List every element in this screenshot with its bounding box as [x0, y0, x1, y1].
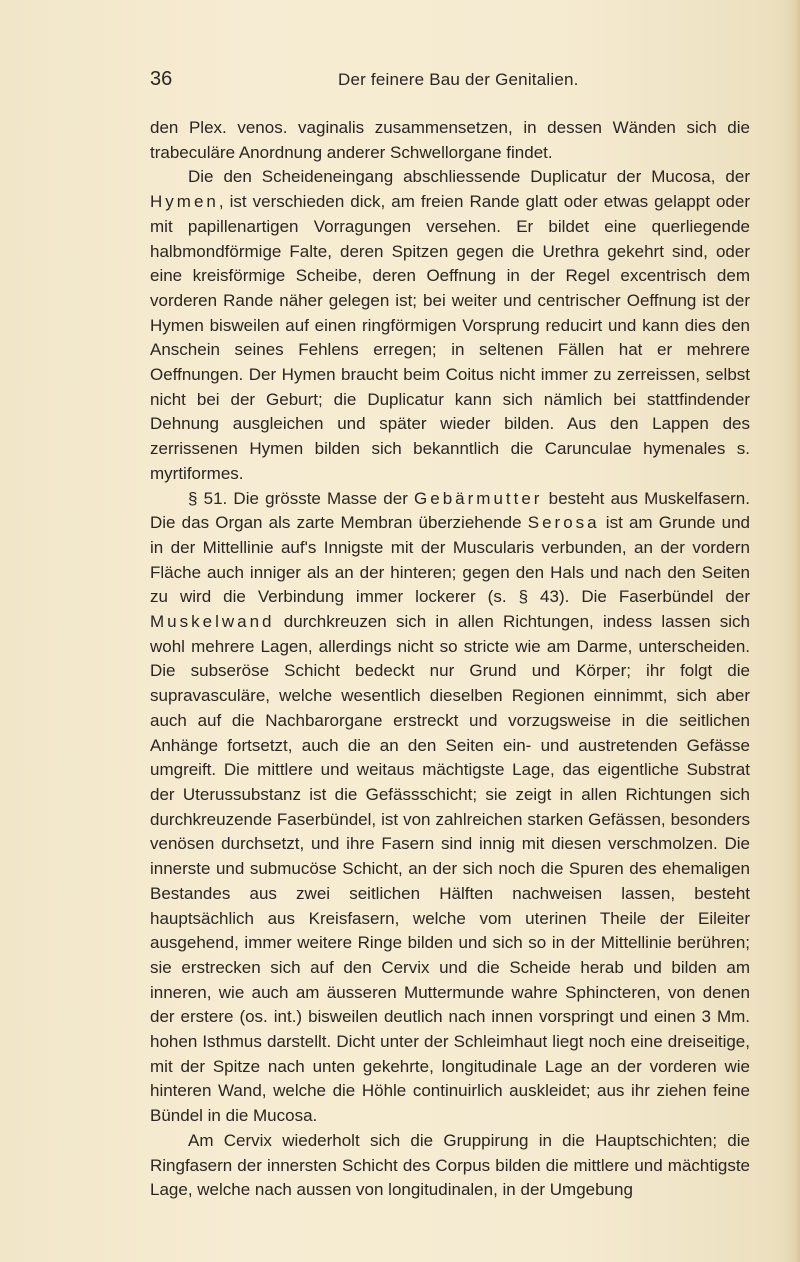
paragraph-cervix	[150, 1129, 750, 1203]
text-run: § 51. Die grösste Masse der	[188, 488, 415, 508]
text-run: Am Cervix wiederholt sich die Gruppirung in die Hauptschichten; die Ringfasern der innersten Schicht des Corpus bilden die mittlere und mächtigste Lage, welche nach aussen von longitudinalen, in der Umgebung	[150, 1130, 750, 1200]
emphasized-term: Gebärmutter	[414, 488, 543, 508]
emphasized-term: Serosa	[527, 513, 600, 533]
text-run: besteht aus Muskelfasern. Die das Organ als zarte Membran überziehende	[150, 488, 750, 533]
body-text	[150, 116, 750, 1203]
text-run: , ist verschieden dick, am freien Rande glatt oder etwas gelappt oder mit papillenartigen Vorragungen versehen. Er bildet eine querliegende halbmondförmige Falte, deren Spitzen gegen die Urethra gekehrt sind, oder eine kreisförmige Scheibe, deren Oeffnung in der Regel excentrisch dem vorderen Rande näher gelegen ist; bei weiter und centrischer Oeffnung ist der Hymen bisweilen auf einen ringförmigen Vorsprung reducirt und kann dies den Anschein seines Fehlens erregen; in seltenen Fällen hat er mehrere Oeffnungen. Der Hymen braucht beim Coitus nicht immer zu zerreissen, selbst nicht bei der Geburt; die Duplicatur kann sich nämlich bei stattfindender Dehnung ausgleichen und später wieder bilden. Aus den Lappen des zerrissenen Hymen bilden sich bekanntlich die Carunculae hymenales s. myrtiformes.	[150, 192, 750, 483]
page-number: 36	[150, 68, 173, 90]
paragraph-uterus	[150, 487, 750, 1129]
text-run: den Plex. venos. vaginalis zusammensetzen, in dessen Wänden sich die trabeculäre Anordnung anderer Schwellorgane findet.	[150, 118, 750, 162]
emphasized-term: Hymen	[150, 192, 219, 212]
paragraph-hymen	[150, 165, 750, 486]
paragraph-hymen-intro	[150, 116, 750, 165]
text-run: durchkreuzen sich in allen Richtungen, indess lassen sich wohl mehrere Lagen, allerdings nicht so stricte wie am Darme, unterscheiden. Die subseröse Schicht bedeckt nur Grund und Körper; ihr folgt die supravasculäre, welche wesentlich dieselben Regionen einnimmt, sich aber auch auf die Nachbarorgane erstreckt und vorzugsweise in die seitlichen Anhänge fortsetzt, auch die an den Seiten ein- und austretenden Gefässe umgreift. Die mittlere und weitaus mächtigste Lage, das eigentliche Substrat der Uterussubstanz ist die Gefässschicht; sie zeigt in allen Richtungen sich durchkreuzende Faserbündel, ist von zahlreichen starken Gefässen, besonders venösen durchsetzt, und ihre Fasern sind innig mit diesen verschmolzen. Die innerste und submucöse Schicht, an der sich noch die Spuren des ehemaligen Bestandes aus zwei seitlichen Hälften nachweisen lassen, besteht hauptsächlich aus Kreisfasern, welche vom uterinen Theile der Eileiter ausgehend, immer weitere Ringe bilden und sich so in der Mittellinie berühren; sie erstrecken sich auf den Cervix und die Scheide herab und bilden am inneren, wie auch am äusseren Muttermunde wahre Sphincteren, von denen der erstere (os. int.) bisweilen deutlich nach innen vorspringt und einen 3 Mm. hohen Isthmus darstellt. Dicht unter der Schleimhaut liegt noch eine dreiseitige, mit der Spitze nach unten gekehrte, longitudinale Lage an der vorderen wie hinteren Wand, welche die Höhle continuirlich auskleidet; aus ihr ziehen feine Bündel in die Mucosa.	[150, 612, 750, 1126]
page-header	[150, 68, 750, 98]
page-edge	[786, 0, 800, 1262]
text-run: ist am Grunde und in der Mittellinie auf's Innigste mit der Muscularis verbunden, an der vordern Fläche auch inniger als an der hinteren; gegen den Hals und nach den Seiten zu wird die Verbindung immer lockerer (s. § 43). Die Faserbündel der	[150, 513, 751, 607]
running-title: Der feinere Bau der Genitalien.	[338, 70, 579, 89]
emphasized-term: Muskelwand	[150, 612, 275, 632]
text-run: Die den Scheideneingang abschliessende Duplicatur der Mucosa, der	[188, 167, 750, 187]
